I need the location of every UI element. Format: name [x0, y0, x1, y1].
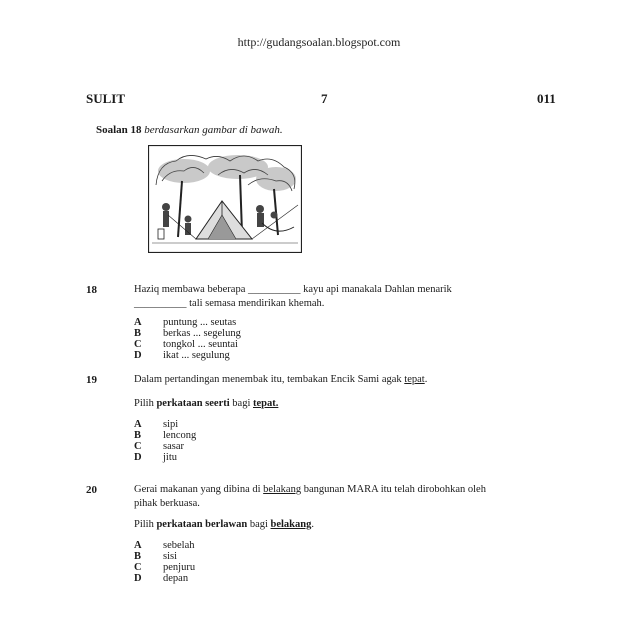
question-19-number: 19 — [86, 374, 97, 386]
header-sulit: SULIT — [86, 91, 126, 106]
intro-rest: berdasarkan gambar di bawah. — [144, 124, 283, 136]
intro-lead: Soalan 18 — [96, 124, 142, 136]
instr-mid: bagi — [229, 398, 253, 409]
instr-end: . — [311, 519, 314, 530]
instr-keyword: tepat. — [253, 398, 279, 409]
question-20-instruction — [134, 518, 314, 531]
option-text: lencong — [163, 430, 197, 441]
paper-code: 011 — [537, 91, 556, 106]
question-19-instruction — [134, 397, 278, 410]
stem-text: Dalam pertandingan menembak itu, tembakan Encik Sami agak — [134, 374, 405, 385]
option-letter: A — [134, 419, 142, 430]
stem-text: Gerai makanan yang dibina di — [134, 484, 264, 495]
question-18-stem-line1: Haziq membawa beberapa __________ kayu api manakala Dahlan menarik — [134, 284, 452, 295]
question-20-stem-line2: pihak berkuasa. — [134, 498, 200, 509]
page-number: 7 — [321, 91, 328, 106]
instr-bold: perkataan seerti — [156, 398, 230, 409]
option-text: berkas ... segelung — [163, 328, 241, 339]
stem-keyword: tepat — [404, 374, 425, 385]
option-text: penjuru — [163, 562, 196, 573]
question-18-stem-line2: __________ tali semasa mendirikan khemah. — [134, 298, 325, 309]
option-text: sipi — [163, 419, 179, 430]
option-text: puntung ... seutas — [163, 317, 237, 328]
option-text: tongkol ... seuntai — [163, 339, 238, 350]
question-20-number: 20 — [86, 484, 97, 496]
source-url[interactable]: http://gudangsoalan.blogspot.com — [237, 35, 401, 49]
option-text: jitu — [163, 452, 178, 463]
instr-text: Pilih — [134, 398, 157, 409]
option-letter: B — [134, 430, 142, 441]
instr-mid: bagi — [247, 519, 271, 530]
question-19-stem — [134, 373, 427, 386]
stem-keyword: belakang — [263, 484, 302, 495]
option-letter: C — [134, 441, 142, 452]
question-18-number: 18 — [86, 284, 97, 296]
option-text: depan — [163, 573, 189, 584]
instr-keyword: belakang — [270, 519, 312, 530]
option-letter: C — [134, 339, 142, 350]
option-letter: D — [134, 573, 142, 584]
camping-scene-illustration — [148, 145, 302, 253]
option-letter: B — [134, 551, 142, 562]
stem-text-end: bangunan MARA itu telah dirobohkan oleh — [301, 484, 486, 495]
stem-end: . — [424, 374, 428, 385]
option-letter: A — [134, 540, 142, 551]
option-letter: B — [134, 328, 142, 339]
section-intro — [96, 124, 283, 136]
option-letter: A — [134, 317, 142, 328]
option-text: sisi — [163, 551, 178, 562]
instr-text: Pilih — [134, 519, 157, 530]
option-text: sebelah — [163, 540, 195, 551]
option-letter: D — [134, 452, 142, 463]
option-text: ikat ... segulung — [163, 350, 230, 361]
option-text: sasar — [163, 441, 184, 452]
option-letter: C — [134, 562, 142, 573]
question-20-stem-line1 — [134, 483, 486, 496]
option-letter: D — [134, 350, 142, 361]
instr-bold: perkataan berlawan — [156, 519, 248, 530]
